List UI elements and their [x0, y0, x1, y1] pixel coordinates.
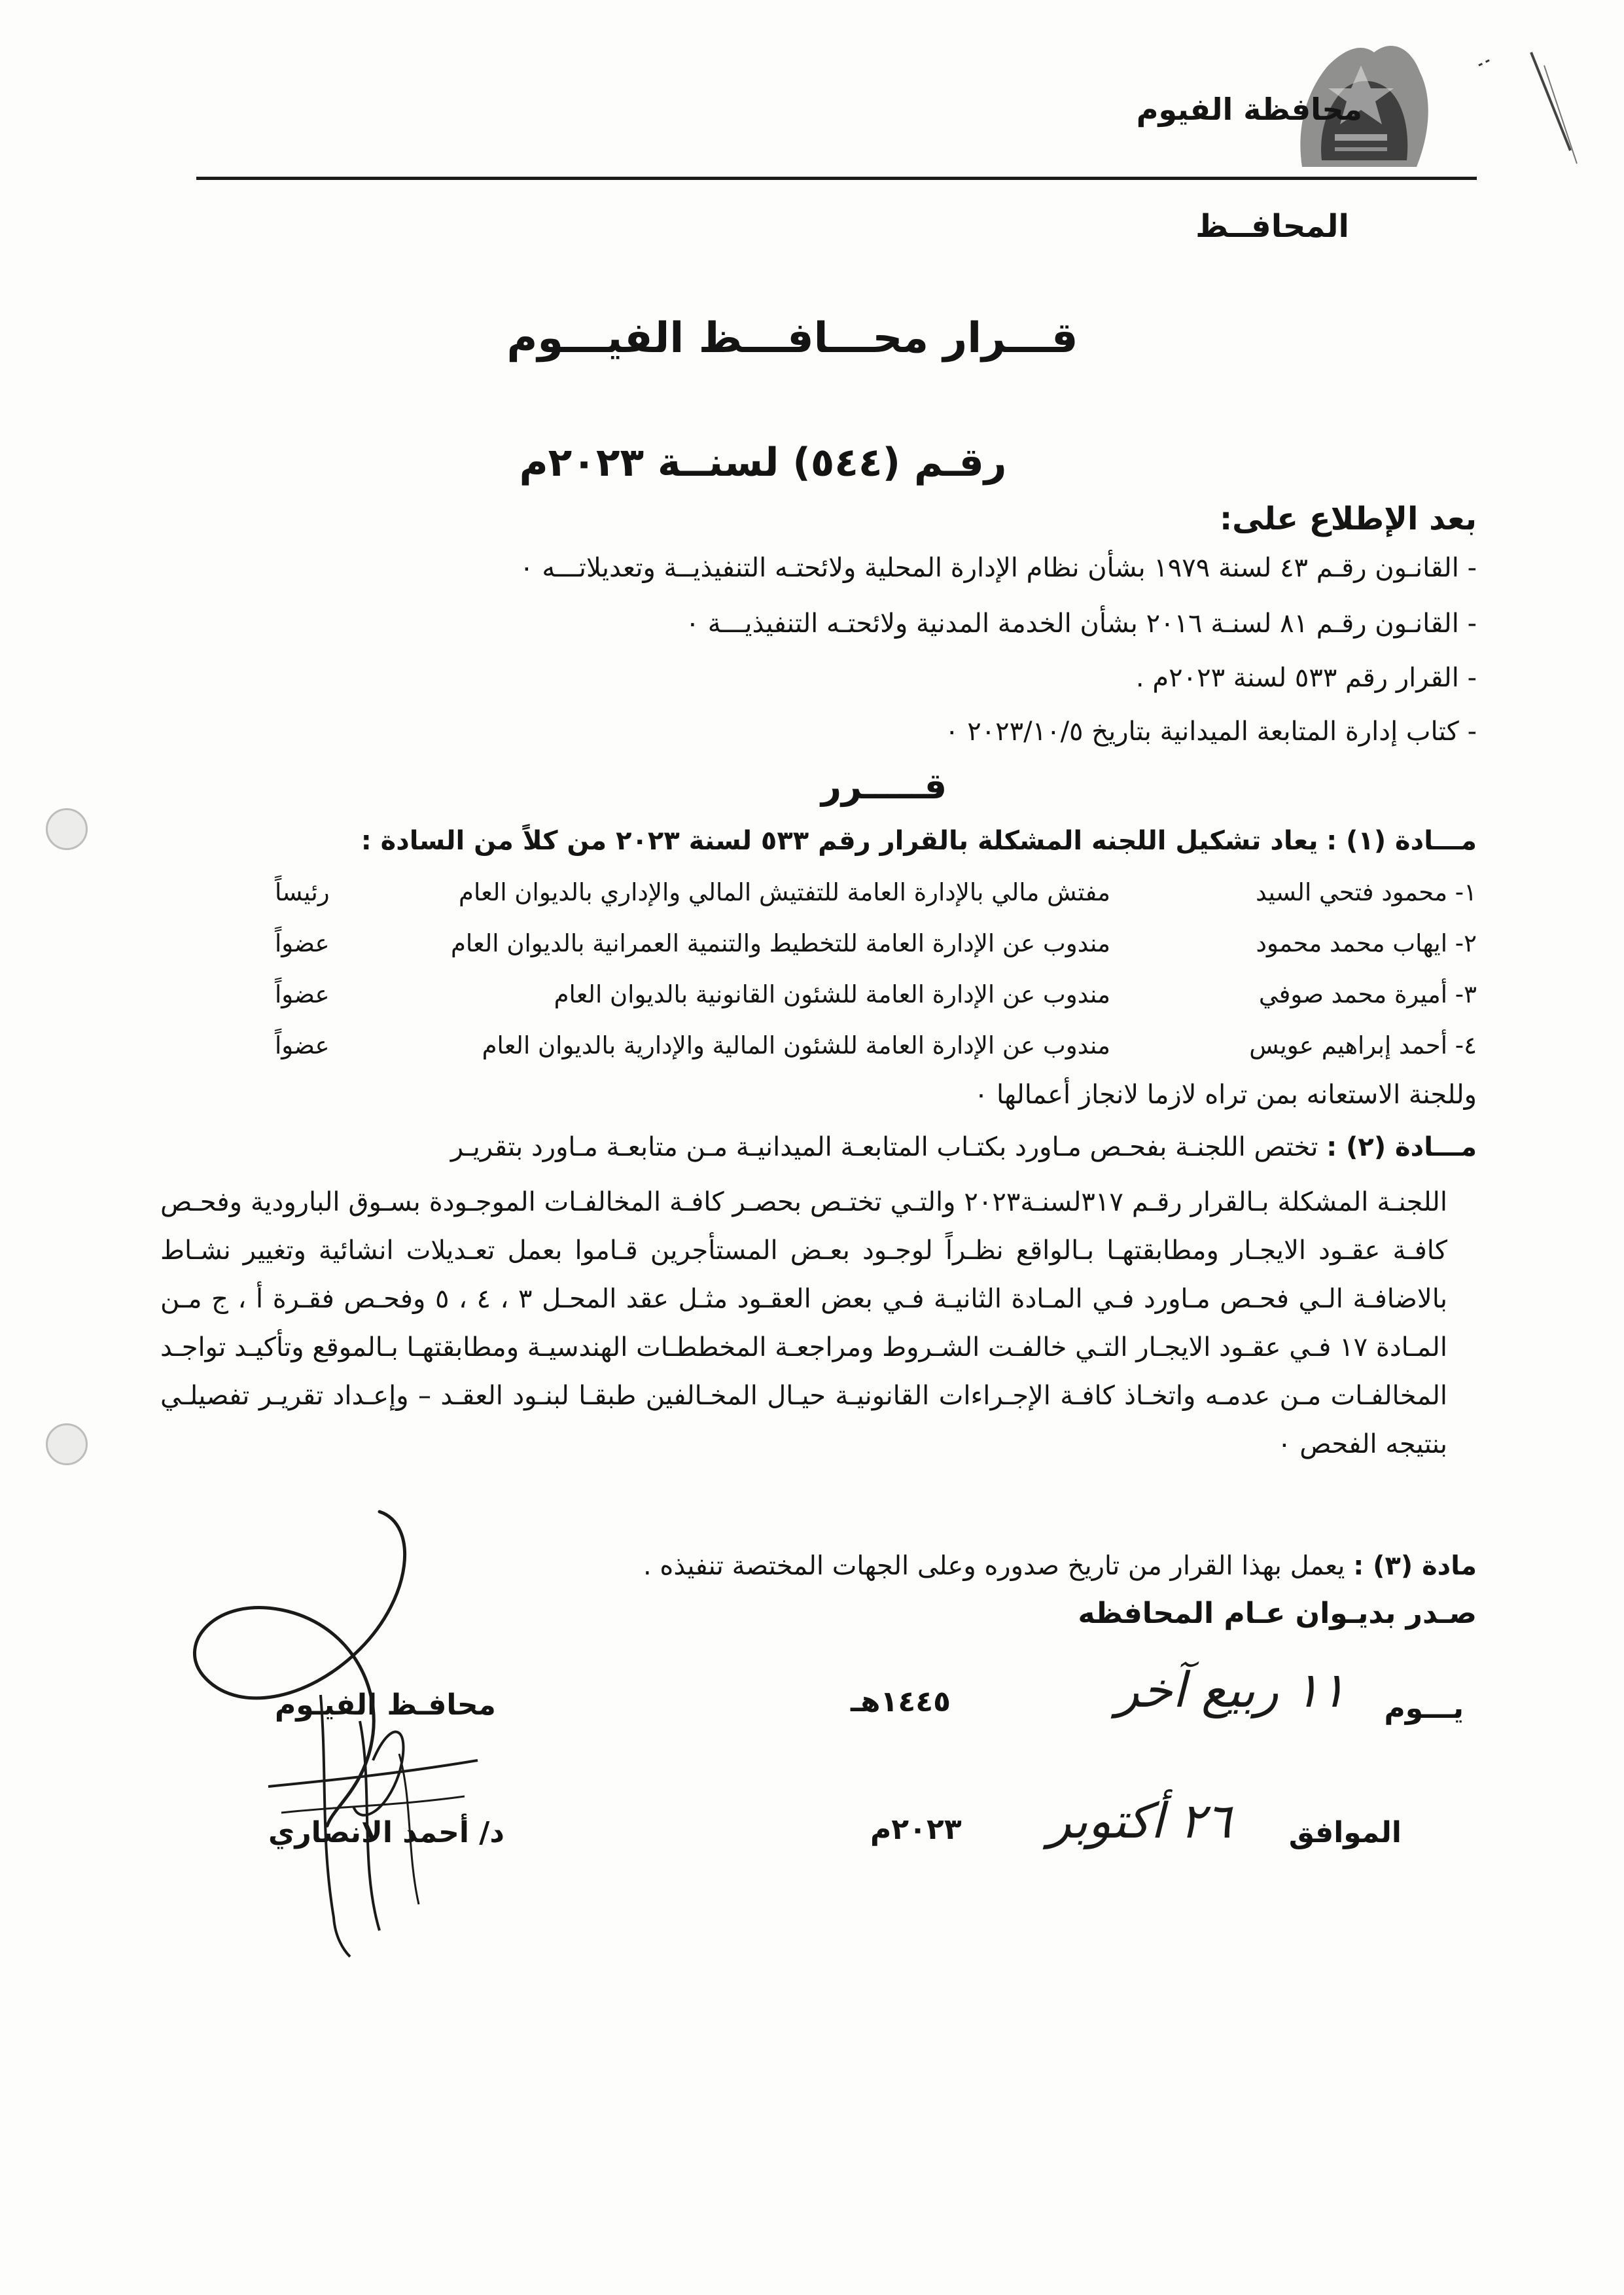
member-desc: مفتش مالي بالإدارة العامة للتفتيش المالي والإداري بالديوان العام [459, 878, 1110, 906]
member-row [196, 929, 1477, 969]
member-row [196, 878, 1477, 917]
hijri-date-handwritten: ١١ ربيع آخر [1116, 1662, 1346, 1718]
member-name: ١- محمود فتحي السيد [1256, 878, 1477, 906]
member-role: عضواً [275, 1031, 330, 1059]
article-2-label: مـــادة (٢) : [1326, 1132, 1477, 1162]
member-role: رئيساً [275, 878, 330, 906]
handwritten-signature [164, 1499, 556, 1970]
gregorian-year: ٢٠٢٣م [870, 1813, 962, 1846]
member-role: عضواً [275, 980, 330, 1008]
member-desc: مندوب عن الإدارة العامة للشئون القانونية بالديوان العام [554, 980, 1110, 1008]
preamble-item: - كتاب إدارة المتابعة الميدانية بتاريخ ٢٠٢٣/١٠/٥ ٠ [944, 717, 1477, 747]
article-1-text: يعاد تشكيل اللجنه المشكلة بالقرار رقم ٥٣٣ لسنة ٢٠٢٣ من كلاً من السادة : [361, 826, 1318, 856]
signatory-name: د/ أحمد الانصاري [268, 1816, 504, 1849]
stray-marks [1466, 39, 1583, 170]
member-role: عضواً [275, 929, 330, 957]
preamble-item: - القرار رقم ٥٣٣ لسنة ٢٠٢٣م . [1135, 663, 1477, 693]
header-divider [196, 177, 1477, 180]
member-desc: مندوب عن الإدارة العامة للتخطيط والتنمية العمرانية بالديوان العام [450, 929, 1110, 957]
decision-title: قـــرار محـــافـــظ الفيـــوم [506, 314, 1078, 363]
article-1-closing: وللجنة الاستعانه بمن تراه لازما لانجاز أعمالها ٠ [974, 1080, 1477, 1110]
agree-label: الموافق [1288, 1816, 1402, 1849]
governorate-name: محافظة الفيوم [1136, 92, 1362, 127]
member-name: ٢- ايهاب محمد محمود [1256, 929, 1477, 957]
signatory-title: محافـظ الفيـوم [275, 1688, 496, 1722]
day-label: يـــوم [1384, 1692, 1464, 1725]
member-row [196, 980, 1477, 1020]
member-name: ٣- أميرة محمد صوفي [1258, 980, 1477, 1008]
office-label: المحافــظ [1195, 208, 1349, 245]
punch-hole [46, 808, 88, 850]
member-row [196, 1031, 1477, 1071]
member-name: ٤- أحمد إبراهيم عويس [1249, 1031, 1477, 1059]
preamble-item: - القانـون رقـم ٤٣ لسنة ١٩٧٩ بشأن نظام الإدارة المحلية ولائحتـه التنفيذيــة وتعديلاتـــه ٠ [520, 553, 1477, 583]
article-2-first-line: تختص اللجنـة بفحـص مـاورد بكتـاب المتابعـة الميدانيـة مـن متابعـة مـاورد بتقريـر [450, 1132, 1318, 1162]
preamble-heading: بعد الإطلاع على: [1219, 501, 1477, 537]
article-2 [451, 1132, 1477, 1162]
article-2-body: اللجنـة المشكلة بـالقرار رقـم ٣١٧لسنـة٢٠٢٣ والتـي تختـص بحصـر كافـة المخالفـات الموجـودة بسـوق البارودية وفحـص كافـة عقـود الايجـار ومطابقتهـا بـالواقع نظـراً لوجـود بعـض المستأجرين قـاموا بعمل تعـديلات انشائية وتغيير نشـاط بالاضافـة الـي فحـص مـاورد فـي المـادة الثانيـة فـي بعض العقـود مثـل عقد المحـل ٣ ، ٤ ، ٥ وفحـص فقـرة أ ، ج مـن المـادة ١٧ فـي عقـود الايجـار التـي خالفـت الشـروط ومراجعـة المخططـات الهندسيـة ومطابقتهـا بـالموقع وتأكيـد تواجـد المخالفـات مـن عدمـه واتخـاذ كافـة الإجـراءات القانونيـة حيـال المخـالفين طبقـا لبنـود العقـد – وإعـداد تقريـر تفصيلـي بنتيجه الفحص ٠ [160, 1187, 1448, 1459]
article-1-label: مـــادة (١) : [1326, 826, 1477, 856]
article-3 [643, 1551, 1477, 1581]
article-3-text: يعمل بهذا القرار من تاريخ صدوره وعلى الجهات المختصة تنفيذه . [643, 1551, 1345, 1581]
article-1 [361, 826, 1477, 856]
decision-number: رقـم (٥٤٤) لسنــة ٢٠٢٣م [519, 440, 1007, 486]
issued-line: صـدر بديـوان عـام المحافظه [1078, 1597, 1477, 1630]
punch-hole [46, 1423, 88, 1465]
gregorian-date-handwritten: ٢٦ أكتوبر [1048, 1793, 1231, 1849]
preamble-item: - القانـون رقـم ٨١ لسنـة ٢٠١٦ بشأن الخدمة المدنية ولائحتـه التنفيذيـــة ٠ [685, 609, 1477, 639]
article-3-label: مادة (٣) : [1353, 1551, 1477, 1581]
decided-label: قـــــرر [821, 766, 947, 807]
member-desc: مندوب عن الإدارة العامة للشئون المالية والإدارية بالديوان العام [482, 1031, 1110, 1059]
hijri-year: ١٤٤٥هـ [851, 1685, 951, 1718]
